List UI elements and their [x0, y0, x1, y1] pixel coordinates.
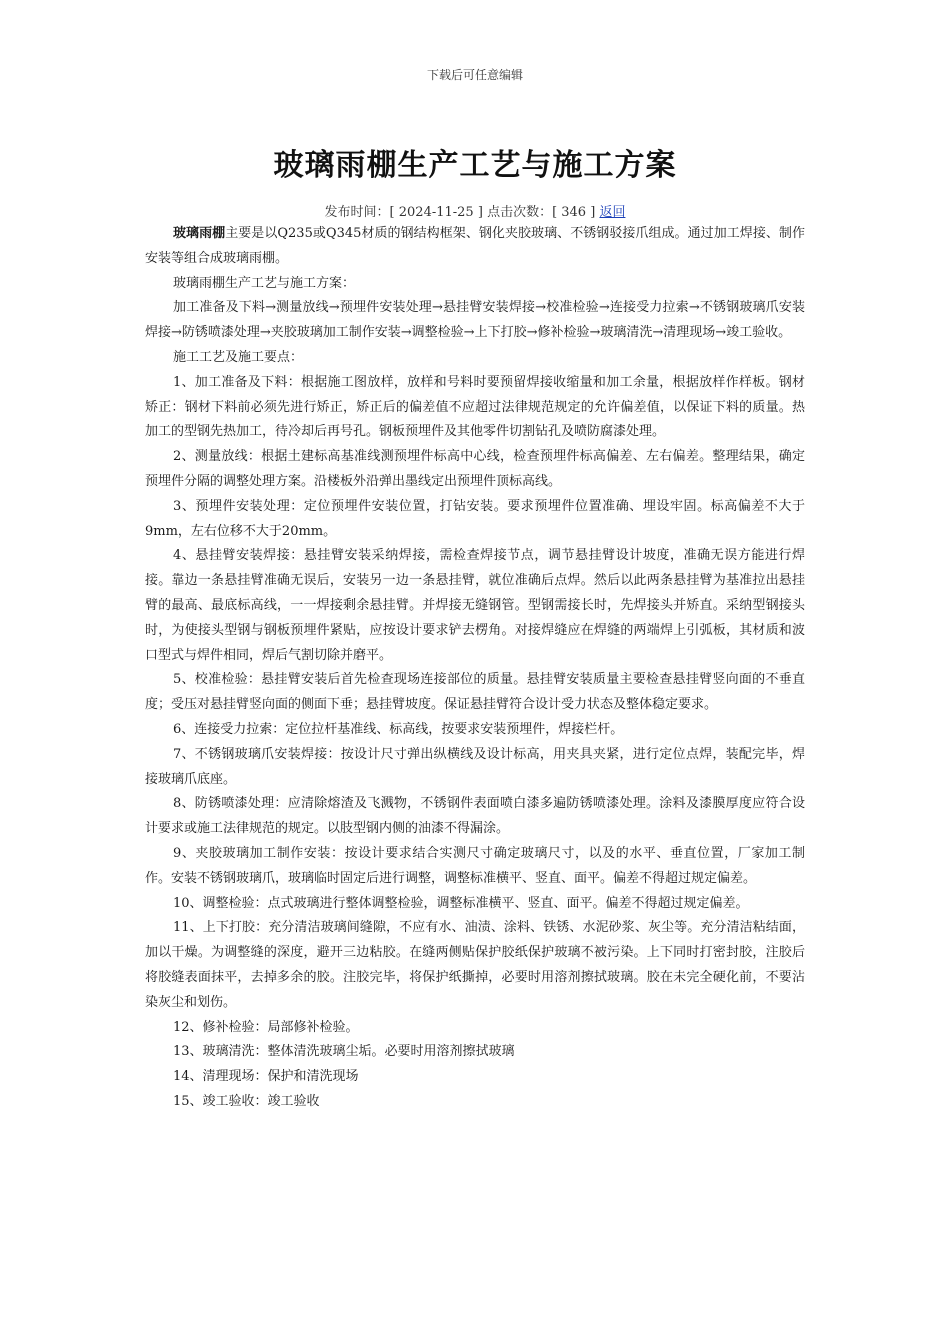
paragraph: 8、防锈喷漆处理：应清除熔渣及飞溅物，不锈钢件表面喷白漆多遍防锈喷漆处理。涂料及漆膜厚度应符合设计要求或施工法律规范的规定。以肢型钢内侧的油漆不得漏涂。: [145, 796, 805, 837]
paragraph: 6、连接受力拉索：定位拉杆基准线、标高线，按要求安装预埋件，焊接栏杆。: [173, 721, 624, 737]
intro-bold-term: 玻璃雨棚: [173, 226, 226, 241]
paragraph: 10、调整检验：点式玻璃进行整体调整检验，调整标准横平、竖直、面平。偏差不得超过规定偏差。: [173, 895, 749, 911]
paragraph: 11、上下打胶：充分清洁玻璃间缝隙，不应有水、油渍、涂料、铁锈、水泥砂浆、灰尘等。充分清洁粘结面，加以干燥。为调整缝的深度，避开三边粘胶。在缝两侧贴保护胶纸保护玻璃不被污染。上下同时打密封胶，注胶后将胶缝表面抹平，去掉多余的胶。注胶完毕，将保护纸撕掉，必要时用溶剂擦拭玻璃。胶在未完全硬化前，不要沾染灰尘和划伤。: [145, 920, 805, 1010]
paragraph: 3、预埋件安装处理：定位预埋件安装位置，打钻安装。要求预埋件位置准确、埋设牢固。标高偏差不大于9mm，左右位移不大于20mm。: [145, 498, 805, 539]
paragraph: 12、修补检验：局部修补检验。: [173, 1019, 359, 1035]
paragraph: 玻璃雨棚生产工艺与施工方案：: [173, 275, 356, 291]
paragraph: 15、竣工验收：竣工验收: [173, 1093, 320, 1109]
paragraph: 加工准备及下料→测量放线→预埋件安装处理→悬挂臂安装焊接→校准检验→连接受力拉索→不锈钢玻璃爪安装焊接→防锈喷漆处理→夹胶玻璃加工制作安装→调整检验→上下打胶→修补检验→玻璃清洗→清理现场→竣工验收。: [145, 300, 805, 341]
paragraph: 9、夹胶玻璃加工制作安装：按设计要求结合实测尺寸确定玻璃尺寸，以及的水平、垂直位置，厂家加工制作。安装不锈钢玻璃爪，玻璃临时固定后进行调整，调整标准横平、竖直、面平。偏差不得超过规定偏差。: [145, 845, 805, 886]
article-body: [145, 222, 805, 1115]
paragraph: 13、玻璃清洗：整体清洗玻璃尘垢。必要时用溶剂擦拭玻璃: [173, 1044, 515, 1060]
paragraph: 7、不锈钢玻璃爪安装焊接：按设计尺寸弹出纵横线及设计标高，用夹具夹紧，进行定位点焊，装配完毕，焊接玻璃爪底座。: [145, 746, 805, 787]
paragraph: 施工工艺及施工要点：: [173, 349, 304, 365]
paragraph: 1、加工准备及下料：根据施工图放样，放样和号料时要预留焊接收缩量和加工余量，根据放样作样板。钢材矫正：钢材下料前必须先进行矫正，矫正后的偏差值不应超过法律规范规定的允许偏差值，以保证下料的质量。热加工的型钢先热加工，待冷却后再号孔。钢板预埋件及其他零件切割钻孔及喷防腐漆处理。: [145, 374, 805, 440]
paragraph: 14、清理现场：保护和清洗现场: [173, 1069, 359, 1085]
paragraph: 5、校准检验：悬挂臂安装后首先检查现场连接部位的质量。悬挂臂安装质量主要检查悬挂臂竖向面的不垂直度；受压对悬挂臂竖向面的侧面下垂；悬挂臂坡度。保证悬挂臂符合设计受力状态及整体稳定要求。: [145, 672, 805, 713]
download-note: 下载后可任意编辑: [426, 68, 523, 82]
article-meta: [0, 201, 950, 220]
paragraph: 2、测量放线：根据土建标高基准线测预埋件标高中心线，检查预埋件标高偏差、左右偏差。整理结果，确定预埋件分隔的调整处理方案。沿楼板外沿弹出墨线定出预埋件顶标高线。: [145, 449, 805, 489]
back-link[interactable]: 返回: [599, 205, 626, 220]
publish-date: 发布时间：[ 2024-11-25 ]: [324, 205, 483, 220]
page-title: 玻璃雨棚生产工艺与施工方案: [273, 148, 677, 183]
click-count: 点击次数：[ 346 ]: [487, 205, 596, 220]
intro-text: 主要是以Q235或Q345材质的钢结构框架、钢化夹胶玻璃、不锈钢驳接爪组成。通过加工焊接、制作安装等组合成玻璃雨棚。: [145, 226, 805, 266]
intro-paragraph: [145, 222, 805, 272]
paragraph: 4、悬挂臂安装焊接：悬挂臂安装采纳焊接，需检查焊接节点，调节悬挂臂设计坡度，准确无误方能进行焊接。靠边一条悬挂臂准确无误后，安装另一边一条悬挂臂，就位准确后点焊。然后以此两条悬挂臂为基准拉出悬挂臂的最高、最底标高线，一一焊接剩余悬挂臂。并焊接无缝钢管。型钢需接长时，先焊接头并矫直。采纳型钢接头时，为使接头型钢与钢板预埋件紧贴，应按设计要求铲去楞角。对接焊缝应在焊缝的两端焊上引弧板，其材质和波口型式与焊件相同，焊后气割切除并磨平。: [145, 548, 805, 663]
